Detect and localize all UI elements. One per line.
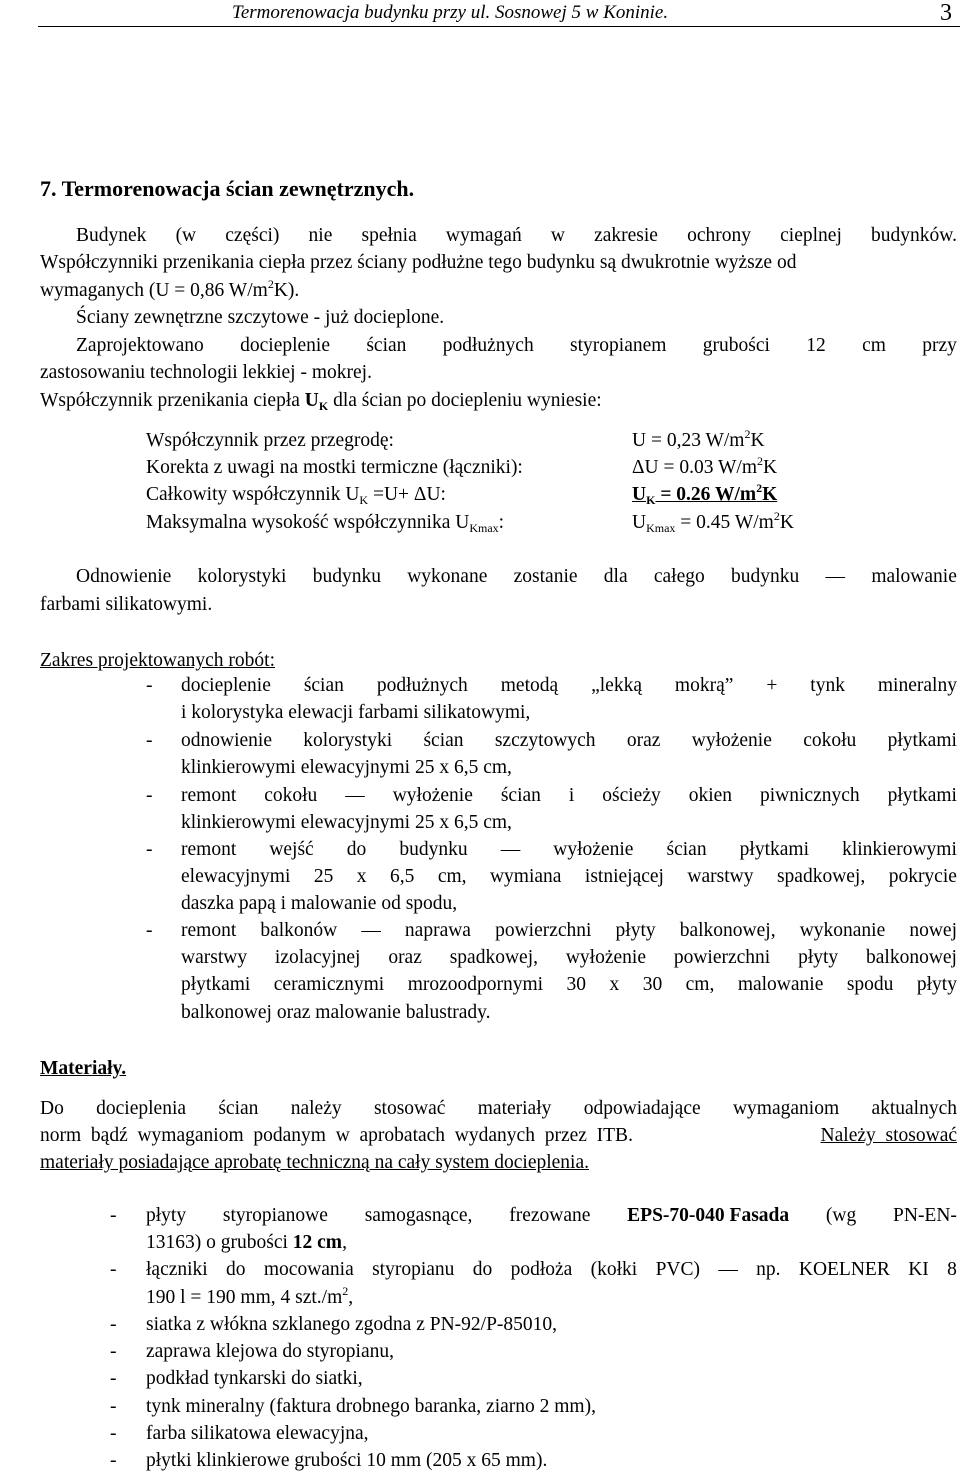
word: wyłożenie — [392, 785, 473, 806]
word: do — [472, 1259, 493, 1280]
word: cieplnej — [780, 225, 842, 246]
subscript: K — [359, 493, 369, 507]
list-item-line: podkład tynkarski do siatki, — [146, 1368, 363, 1389]
word: wymaganiom — [732, 1098, 840, 1119]
list-dash: - — [146, 839, 153, 860]
text: ΔU = 0.03 W/m — [632, 457, 758, 478]
word: wyłożenie — [691, 730, 772, 751]
word: spadkowej, — [449, 947, 538, 968]
word: balkonowej — [866, 947, 957, 968]
paragraph-line — [76, 225, 957, 247]
word: wymagań — [445, 225, 522, 246]
text: U — [632, 484, 647, 505]
word: x — [356, 866, 367, 887]
text: : — [498, 512, 505, 533]
list-dash: - — [110, 1341, 117, 1362]
word: PVC) — [655, 1259, 700, 1280]
word: całego — [653, 566, 705, 587]
word: warstwy — [181, 947, 248, 968]
bold-text: 12 cm — [292, 1232, 343, 1253]
paragraph-line — [40, 277, 957, 302]
word: (kołki — [590, 1259, 638, 1280]
word: aktualnych — [871, 1098, 957, 1119]
word: samogasnące, — [364, 1205, 473, 1226]
coefficient-label — [146, 484, 446, 506]
word: odnowienie — [181, 730, 272, 751]
paragraph-line: Ściany zewnętrzne szczytowe - już docieplone. — [76, 307, 445, 328]
word: nowej — [909, 920, 957, 941]
superscript: 2 — [773, 509, 780, 523]
text: Korekta z uwagi na mostki termiczne (łączniki): — [146, 457, 523, 478]
word: ścian — [666, 839, 707, 860]
word: elewacyjnymi — [181, 866, 291, 887]
word: izolacyjnej — [274, 947, 361, 968]
word: mrozoodpornymi — [407, 974, 544, 995]
word: ścian — [423, 730, 464, 751]
word: 6,5 — [389, 866, 415, 887]
underlined-text: materiały posiadające aprobatę techniczną na cały system docieplenia. — [40, 1152, 589, 1173]
word: naprawa — [404, 920, 471, 941]
word: nie — [308, 225, 333, 246]
word: wykonanie — [799, 920, 886, 941]
word: zostanie — [513, 566, 578, 587]
word: malowanie — [737, 974, 824, 995]
list-item-line — [181, 675, 957, 697]
word: stosować — [373, 1098, 446, 1119]
superscript: 2 — [744, 427, 751, 441]
text: , — [342, 1232, 347, 1253]
word: styropianu — [372, 1259, 455, 1280]
word: i — [568, 785, 575, 806]
word: Zaprojektowano — [76, 335, 204, 356]
text: = 0.26 W/m — [655, 484, 757, 505]
word: + — [766, 675, 778, 696]
list-item-line: klinkierowymi elewacyjnymi 25 x 6,5 cm, — [181, 812, 512, 833]
word: wyłożenie — [553, 839, 634, 860]
word: styropianem — [570, 335, 667, 356]
word: płytkami — [181, 974, 251, 995]
list-dash: - — [110, 1205, 117, 1226]
word: ścian — [218, 1098, 259, 1119]
paragraph-line: farbami silikatowymi. — [40, 594, 213, 615]
word: płyty — [615, 920, 656, 941]
word: istniejącej — [584, 866, 664, 887]
word: ochrony — [687, 225, 751, 246]
coefficient-value — [632, 454, 778, 479]
word: np. — [756, 1259, 781, 1280]
list-dash: - — [146, 785, 153, 806]
word: powierzchni — [495, 920, 592, 941]
word: przy — [922, 335, 957, 356]
list-item-line — [181, 730, 957, 752]
text: Współczynnik przenikania ciepła — [40, 390, 305, 411]
word: docieplenie — [240, 335, 330, 356]
word: płytkami — [739, 839, 809, 860]
word: KI — [908, 1259, 929, 1280]
word: — — [825, 566, 846, 587]
list-item-line: i kolorystyka elewacji farbami silikatowymi, — [181, 702, 531, 723]
list-item-line: farba silikatowa elewacyjna, — [146, 1423, 369, 1444]
word: metodą — [500, 675, 559, 696]
paragraph-line — [40, 1098, 957, 1120]
word: — — [718, 1259, 738, 1280]
word: cm, — [437, 866, 467, 887]
word: oraz — [626, 730, 661, 751]
word: wejść — [269, 839, 314, 860]
coefficient-value — [632, 427, 765, 452]
word: cokołu — [264, 785, 318, 806]
list-item-line — [181, 839, 957, 861]
word: płytkami — [887, 785, 957, 806]
word: wymiana — [489, 866, 562, 887]
word: wyłożenie — [565, 947, 646, 968]
list-item-line: balkonowej oraz malowanie balustrady. — [181, 1002, 491, 1023]
word: podłoża — [510, 1259, 573, 1280]
word: płyty — [146, 1205, 187, 1226]
word: — — [361, 920, 381, 941]
word: spodu — [846, 974, 894, 995]
coefficient-label — [146, 430, 394, 452]
list-item-line — [181, 920, 957, 942]
running-header: Termorenowacja budynku przy ul. Sosnowej 5 w Koninie. — [232, 2, 669, 23]
list-dash: - — [110, 1314, 117, 1335]
paragraph-line: Współczynniki przenikania ciepła przez ściany podłużne tego budynku są dwukrotnie wyższe od — [40, 252, 797, 273]
word: tynk — [810, 675, 845, 696]
word: odpowiadające — [583, 1098, 701, 1119]
word: szczytowych — [494, 730, 596, 751]
word: płyty — [798, 947, 839, 968]
text: , — [348, 1287, 354, 1308]
word: — — [345, 785, 365, 806]
word: cokołu — [803, 730, 857, 751]
superscript: 2 — [267, 277, 274, 291]
word: EPS-70-040 Fasada — [627, 1205, 790, 1226]
word: (w — [175, 225, 197, 246]
list-dash: - — [146, 675, 153, 696]
text: Współczynnik przez przegrodę: — [146, 430, 394, 451]
paragraph-line: zastosowaniu technologii lekkiej - mokrej. — [40, 362, 372, 383]
word: kolorystyki — [303, 730, 393, 751]
word: remont — [181, 839, 237, 860]
word: remont — [181, 785, 237, 806]
word: dla — [603, 566, 628, 587]
text: 13163) o grubości — [146, 1232, 293, 1253]
word: PN-EN- — [893, 1205, 957, 1226]
text: K — [763, 457, 778, 478]
word: 30 — [642, 974, 663, 995]
text: dla ścian po dociepleniu wyniesie: — [328, 390, 602, 411]
scope-heading: Zakres projektowanych robót: — [40, 650, 276, 671]
word: ścian — [500, 785, 541, 806]
word: warstwy — [687, 866, 754, 887]
word: klinkierowymi — [842, 839, 957, 860]
word: płytkami — [887, 730, 957, 751]
word: 30 — [566, 974, 587, 995]
word: do — [226, 1259, 246, 1280]
coefficient-value — [632, 509, 794, 535]
word: budynku — [312, 566, 381, 587]
list-item-line: płytki klinkierowe grubości 10 mm (205 x 65 mm). — [146, 1450, 548, 1471]
word: ceramicznymi — [273, 974, 385, 995]
text: K — [750, 430, 765, 451]
list-item-line: tynk mineralny (faktura drobnego baranka, ziarno 2 mm), — [146, 1396, 596, 1417]
list-dash: - — [110, 1396, 117, 1417]
paragraph-line — [40, 390, 957, 412]
text: 190 l = 190 mm, 4 szt./m — [146, 1287, 343, 1308]
word: Odnowienie — [76, 566, 172, 587]
superscript: 2 — [757, 454, 764, 468]
word: balkonowej, — [679, 920, 776, 941]
word: kolorystyki — [197, 566, 287, 587]
word: okien — [688, 785, 733, 806]
header-rule — [38, 26, 960, 27]
word: Budynek — [76, 225, 147, 246]
underlined-text: Należy stosować — [820, 1125, 957, 1146]
word: w — [550, 225, 565, 246]
paragraph-line — [40, 1125, 957, 1147]
list-item-line: zaprawa klejowa do styropianu, — [146, 1341, 394, 1362]
word: Do — [40, 1098, 64, 1119]
coefficient-label — [146, 457, 523, 479]
word: budynku — [731, 566, 800, 587]
word: cm — [862, 335, 886, 356]
word: piwnicznych — [760, 785, 860, 806]
text: norm bądź wymaganiom podanym w aprobatach wydanych przez ITB. — [40, 1125, 643, 1146]
list-item-line — [181, 947, 957, 969]
text: wymaganych (U = 0,86 W/m — [40, 280, 268, 301]
word: ścian — [303, 675, 344, 696]
word: mocowania — [263, 1259, 354, 1280]
word: cm, — [685, 974, 715, 995]
list-item-line — [181, 866, 957, 888]
word: podłużnych — [376, 675, 468, 696]
superscript: 2 — [342, 1284, 349, 1298]
word: łączniki — [146, 1259, 208, 1280]
word: 12 — [806, 335, 826, 356]
word: docieplenie — [181, 675, 271, 696]
word: podłużnych — [442, 335, 534, 356]
word: styropianowe — [222, 1205, 328, 1226]
list-item-line: klinkierowymi elewacyjnymi 25 x 6,5 cm, — [181, 757, 512, 778]
word: 25 — [313, 866, 334, 887]
word: budynków. — [871, 225, 957, 246]
word: malowanie — [871, 566, 957, 587]
text: K). — [273, 280, 300, 301]
section-title: 7. Termorenowacja ścian zewnętrznych. — [40, 176, 415, 201]
text: = 0.45 W/m — [675, 512, 774, 533]
text: K — [779, 512, 794, 533]
word: powierzchni — [673, 947, 771, 968]
word: x — [609, 974, 620, 995]
word: balkonów — [260, 920, 338, 941]
paragraph-line — [76, 335, 957, 357]
superscript: 2 — [756, 481, 763, 495]
word: „lekką — [591, 675, 642, 696]
list-dash: - — [110, 1368, 117, 1389]
text: =U+ ΔU: — [368, 484, 446, 505]
word: — — [500, 839, 521, 860]
coefficient-label — [146, 512, 504, 534]
list-item-line — [146, 1205, 957, 1227]
list-item-line: siatka z włókna szklanego zgodna z PN-92/P-85010, — [146, 1314, 558, 1335]
list-dash: - — [110, 1423, 117, 1444]
text: K — [762, 484, 778, 505]
word: 8 — [947, 1259, 957, 1280]
word: pokrycie — [888, 866, 957, 887]
list-dash: - — [110, 1450, 117, 1471]
list-item-line — [146, 1259, 957, 1281]
list-item-line — [181, 974, 957, 996]
word: ścian — [366, 335, 407, 356]
list-dash: - — [146, 730, 153, 751]
word: do — [346, 839, 367, 860]
word: ościeży — [602, 785, 661, 806]
text: Maksymalna wysokość współczynnika U — [146, 512, 470, 533]
subscript: K — [646, 493, 656, 507]
list-item-line — [146, 1284, 957, 1309]
word: (wg — [825, 1205, 857, 1226]
page-number: 3 — [940, 0, 952, 26]
word: budynku — [399, 839, 468, 860]
word: spełnia — [361, 225, 417, 246]
text: U = 0,23 W/m — [632, 430, 745, 451]
text: Całkowity współczynnik U — [146, 484, 360, 505]
word: mineralny — [877, 675, 957, 696]
symbol: U — [304, 390, 319, 411]
word: oraz — [388, 947, 422, 968]
coefficient-value — [632, 481, 778, 507]
word: płyty — [916, 974, 957, 995]
list-item-line — [181, 785, 957, 807]
word: remont — [181, 920, 237, 941]
text: U — [632, 512, 647, 533]
word: mokrą” — [674, 675, 734, 696]
subscript: K — [318, 399, 329, 413]
list-dash: - — [110, 1259, 117, 1280]
word: spadkowej, — [776, 866, 866, 887]
word: materiały — [477, 1098, 552, 1119]
word: części) — [225, 225, 280, 246]
subscript: Kmax — [469, 521, 499, 535]
list-dash: - — [146, 920, 153, 941]
word: grubości — [702, 335, 770, 356]
subscript: Kmax — [646, 521, 676, 535]
list-item-line — [146, 1232, 957, 1254]
word: należy — [290, 1098, 342, 1119]
word: zakresie — [594, 225, 658, 246]
word: KOELNER — [798, 1259, 890, 1280]
materials-heading: Materiały. — [40, 1058, 127, 1079]
word: wykonane — [407, 566, 488, 587]
word: frezowane — [509, 1205, 591, 1226]
word: docieplenia — [96, 1098, 187, 1119]
paragraph-line — [76, 566, 957, 588]
list-item-line: daszka papą i malowanie od spodu, — [181, 893, 458, 914]
